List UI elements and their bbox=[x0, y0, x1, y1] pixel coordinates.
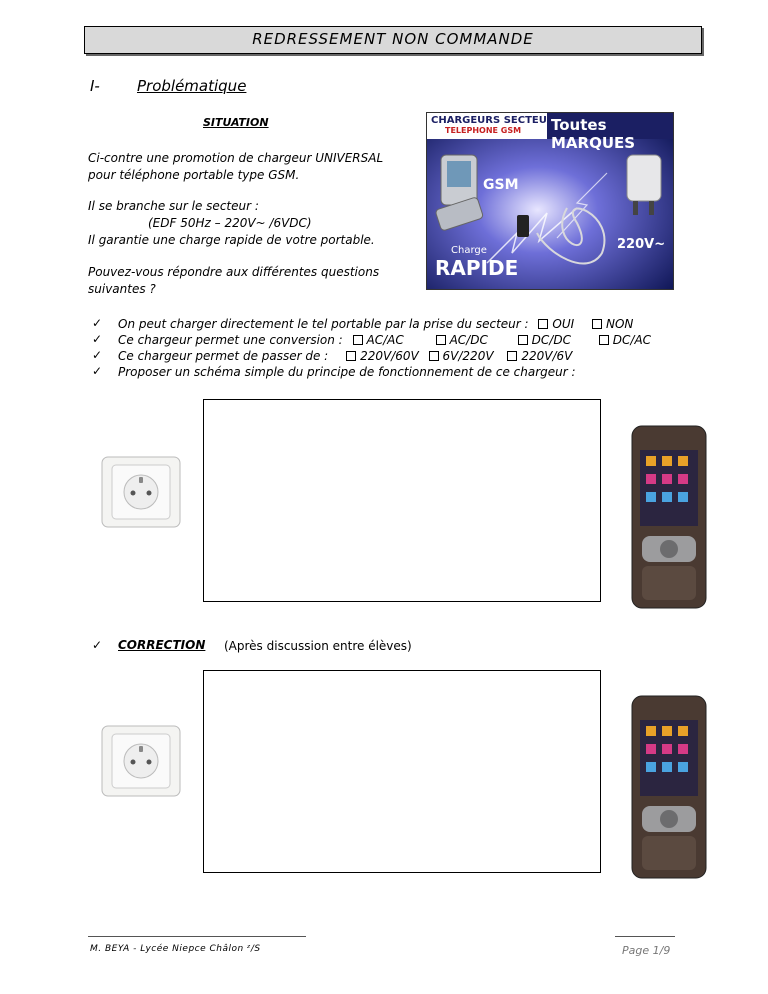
promo-voltage: 220V~ bbox=[617, 237, 666, 252]
checkbox-ac-dc[interactable] bbox=[436, 335, 446, 345]
option-6v-220v: 6V/220V bbox=[442, 349, 494, 363]
option-220v-60v: 220V/60V bbox=[360, 349, 419, 363]
document-title: REDRESSEMENT NON COMMANDE bbox=[252, 30, 534, 48]
footer-page-number: Page 1/9 bbox=[622, 944, 671, 957]
intro-line-6: Pouvez-vous répondre aux différentes questions bbox=[88, 265, 380, 279]
wall-socket-image bbox=[100, 724, 184, 804]
wall-socket-icon bbox=[100, 724, 184, 800]
checkbox-ac-ac[interactable] bbox=[353, 335, 363, 345]
checkmark-icon: ✓ bbox=[92, 348, 103, 362]
checkbox-220v-6v[interactable] bbox=[507, 351, 517, 361]
checkmark-icon: ✓ bbox=[92, 638, 103, 652]
charger-promo-image bbox=[426, 112, 674, 290]
intro-line-2: pour téléphone portable type GSM. bbox=[88, 168, 300, 182]
promo-headline-1: CHARGEURS SECTEUR bbox=[431, 115, 555, 126]
intro-line-4: (EDF 50Hz – 220V~ /6VDC) bbox=[148, 216, 312, 230]
promo-brand: Toutes MARQUES bbox=[551, 116, 636, 152]
checkbox-oui[interactable] bbox=[538, 319, 548, 329]
option-ac-ac: AC/AC bbox=[366, 333, 404, 347]
flip-phone-icon bbox=[435, 155, 484, 231]
question-2-text: Ce chargeur permet une conversion : bbox=[118, 333, 343, 347]
question-1-text: On peut charger directement le tel portable par la prise du secteur : bbox=[118, 317, 529, 331]
situation-label: SITUATION bbox=[203, 116, 269, 129]
option-non: NON bbox=[606, 317, 634, 331]
smartphone-icon bbox=[628, 694, 710, 880]
footer-author: M. BEYA - Lycée Niepce Châlon ᶻ/S bbox=[90, 944, 261, 954]
checkbox-dc-ac[interactable] bbox=[599, 335, 609, 345]
smartphone-icon bbox=[628, 424, 710, 610]
checkbox-non[interactable] bbox=[592, 319, 602, 329]
question-4: Proposer un schéma simple du principe de fonctionnement de ce chargeur : bbox=[118, 365, 576, 379]
checkbox-220v-60v[interactable] bbox=[346, 351, 356, 361]
question-1 bbox=[118, 317, 633, 331]
promo-headline-2: TELEPHONE GSM bbox=[445, 126, 522, 135]
option-ac-dc: AC/DC bbox=[449, 333, 488, 347]
footer-divider-right bbox=[615, 936, 675, 937]
correction-label: CORRECTION bbox=[118, 638, 206, 652]
smartphone-image bbox=[628, 694, 710, 884]
option-dc-ac: DC/AC bbox=[612, 333, 652, 347]
option-220v-6v: 220V/6V bbox=[521, 349, 573, 363]
promo-charge: Charge bbox=[451, 245, 487, 256]
schematic-answer-box[interactable] bbox=[203, 399, 601, 602]
checkmark-icon: ✓ bbox=[92, 364, 103, 378]
smartphone-image bbox=[628, 424, 710, 614]
option-dc-dc: DC/DC bbox=[531, 333, 571, 347]
checkmark-icon: ✓ bbox=[92, 316, 103, 330]
correction-note: (Après discussion entre élèves) bbox=[224, 639, 412, 653]
checkbox-6v-220v[interactable] bbox=[429, 351, 439, 361]
question-3 bbox=[118, 349, 572, 363]
promo-rapide: RAPIDE bbox=[435, 256, 519, 280]
section-number: I- bbox=[90, 77, 100, 95]
intro-line-1: Ci-contre une promotion de chargeur UNIVERSAL bbox=[88, 151, 384, 165]
question-2 bbox=[118, 333, 651, 347]
intro-line-5: Il garantie une charge rapide de votre portable. bbox=[88, 233, 375, 247]
intro-line-3: Il se branche sur le secteur : bbox=[88, 199, 259, 213]
checkmark-icon: ✓ bbox=[92, 332, 103, 346]
option-oui: OUI bbox=[552, 317, 575, 331]
correction-answer-box[interactable] bbox=[203, 670, 601, 873]
intro-line-7: suivantes ? bbox=[88, 282, 156, 296]
checkbox-dc-dc[interactable] bbox=[518, 335, 528, 345]
wall-socket-image bbox=[100, 455, 184, 535]
section-title: Problématique bbox=[137, 77, 247, 95]
question-3-text: Ce chargeur permet de passer de : bbox=[118, 349, 329, 363]
promo-gsm: GSM bbox=[483, 177, 519, 193]
wall-socket-icon bbox=[100, 455, 184, 531]
footer-divider-left bbox=[88, 936, 306, 937]
